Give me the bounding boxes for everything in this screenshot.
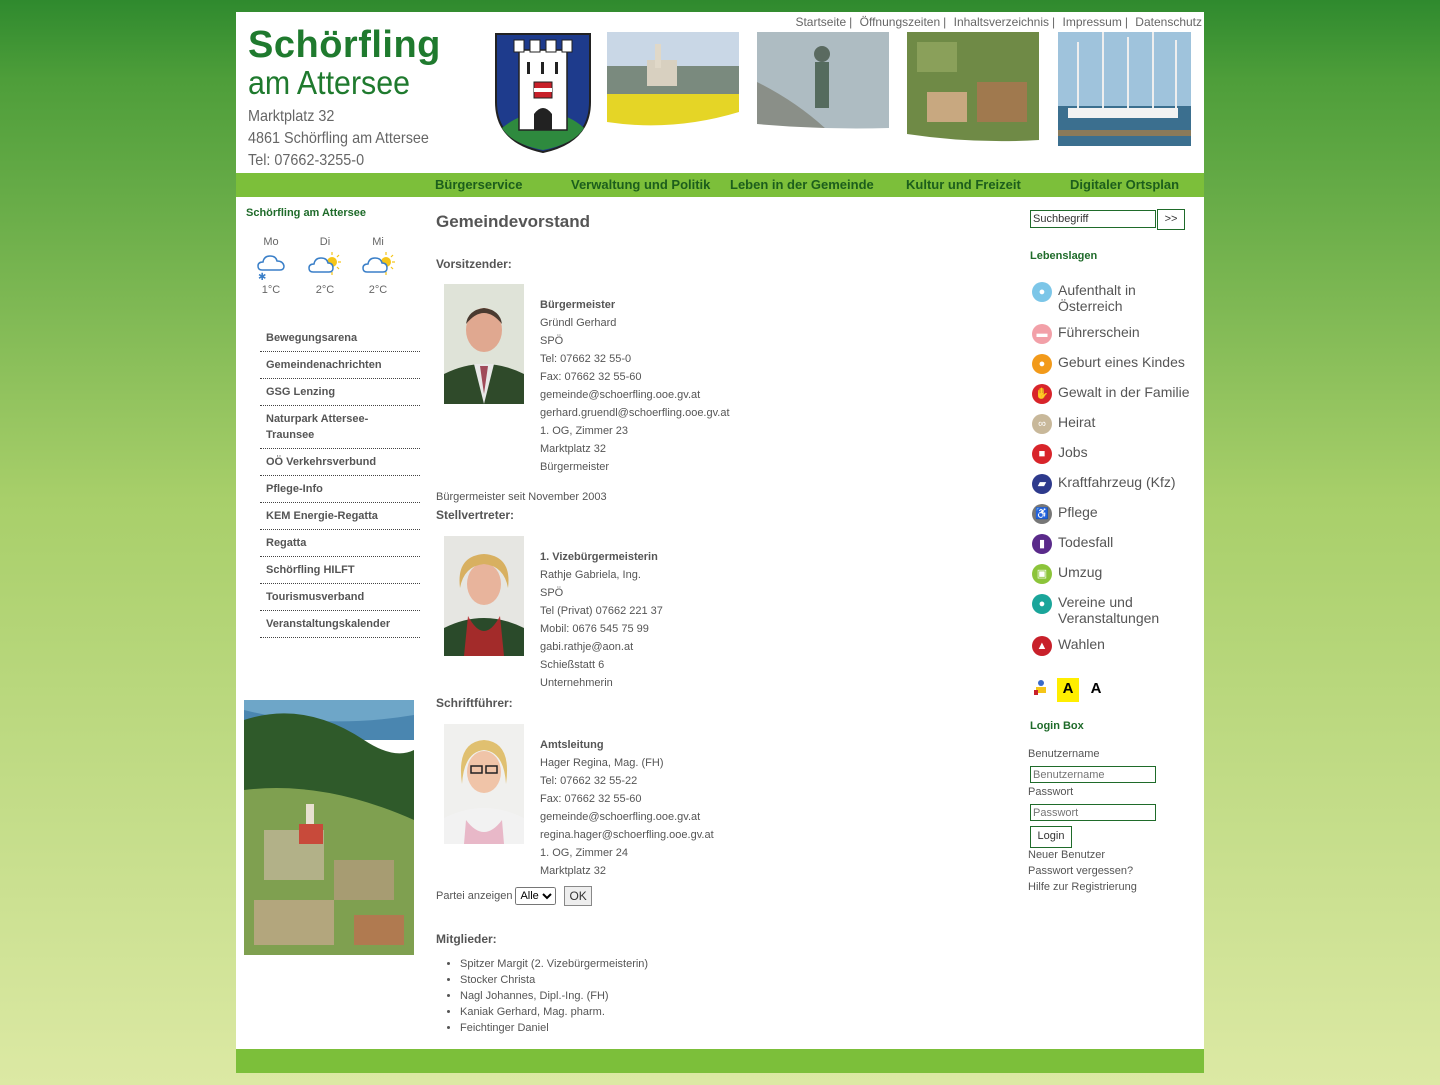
- box-icon: ▣: [1032, 564, 1052, 584]
- coat-of-arms-icon: [494, 32, 592, 154]
- section-heading-deputy: Stellvertreter:: [436, 508, 515, 522]
- font-size-normal-button[interactable]: A: [1057, 678, 1079, 702]
- secretary-role: Amtsleitung: [540, 739, 604, 751]
- left-menu-item[interactable]: Bewegungsarena: [260, 325, 420, 352]
- photo-chair: [444, 284, 524, 404]
- password-label: Passwort: [1028, 786, 1074, 798]
- left-menu-item[interactable]: Gemeindenachrichten: [260, 352, 420, 379]
- address-street: Marktplatz 32: [248, 108, 335, 125]
- party-filter-label: Partei anzeigen: [436, 890, 513, 902]
- svg-text:✱: ✱: [258, 272, 267, 280]
- weather-day: Mi: [372, 236, 384, 248]
- lebenslagen-title: Lebenslagen: [1030, 250, 1098, 262]
- list-item: • Feichtinger Daniel: [460, 1020, 648, 1036]
- secretary-room: 1. OG, Zimmer 24: [540, 847, 629, 859]
- deputy-party: SPÖ: [540, 587, 564, 599]
- chair-party: SPÖ: [540, 335, 564, 347]
- person-icon: ●: [1032, 282, 1052, 302]
- deputy-name: Rathje Gabriela, Ing.: [540, 569, 641, 581]
- party-select[interactable]: [515, 887, 556, 905]
- left-menu-item[interactable]: Veranstaltungskalender: [260, 611, 420, 638]
- rings-icon: ∞: [1032, 414, 1052, 434]
- license-icon: ▬: [1032, 324, 1052, 344]
- site-subtitle[interactable]: am Attersee: [248, 64, 411, 101]
- list-item: • Nagl Johannes, Dipl.-Ing. (FH): [460, 988, 648, 1004]
- chair-phone: Tel: 07662 32 55-0: [540, 353, 632, 365]
- address-phone: Tel: 07662-3255-0: [248, 152, 365, 169]
- secretary-email[interactable]: regina.hager@schoerfling.ooe.gv.at: [540, 829, 714, 841]
- photo-deputy: [444, 536, 524, 656]
- chair-profession: Bürgermeister: [540, 461, 610, 473]
- photo-secretary: [444, 724, 524, 844]
- deputy-profession: Unternehmerin: [540, 677, 613, 689]
- members-list: [436, 956, 648, 1036]
- care-icon: ♿: [1032, 504, 1052, 524]
- photo-statue-lake: [757, 32, 889, 130]
- registration-help-link[interactable]: Hilfe zur Registrierung: [1028, 881, 1137, 893]
- chair-email-office[interactable]: gemeinde@schoerfling.ooe.gv.at: [540, 389, 701, 401]
- weather-temp: 2°C: [368, 284, 388, 296]
- left-menu: [260, 325, 420, 638]
- login-button[interactable]: Login: [1030, 826, 1072, 848]
- section-heading-chair: Vorsitzender:: [436, 257, 512, 271]
- briefcase-icon: ■: [1032, 444, 1052, 464]
- deputy-address: Schießstatt 6: [540, 659, 605, 671]
- photo-marina: [1058, 32, 1191, 146]
- chair-role: Bürgermeister: [540, 299, 616, 311]
- login-box-title: Login Box: [1030, 720, 1084, 732]
- weather-day: Mo: [263, 236, 279, 248]
- weather-temp: 1°C: [261, 284, 281, 296]
- top-link-oeffnungszeiten[interactable]: Öffnungszeiten: [859, 15, 941, 29]
- list-item: • Spitzer Margit (2. Vizebürgermeisterin): [460, 956, 648, 972]
- nav-verwaltung-politik[interactable]: Verwaltung und Politik: [571, 177, 711, 192]
- left-menu-item[interactable]: GSG Lenzing: [260, 379, 420, 406]
- username-label: Benutzername: [1028, 748, 1100, 760]
- username-input[interactable]: [1030, 766, 1156, 783]
- main-content: [436, 212, 1016, 1034]
- weather-day: Di: [319, 236, 331, 248]
- top-link-impressum[interactable]: Impressum: [1062, 15, 1122, 29]
- chair-fax: Fax: 07662 32 55-60: [540, 371, 642, 383]
- baby-icon: ●: [1032, 354, 1052, 374]
- top-link-startseite[interactable]: Startseite: [795, 15, 847, 29]
- list-item: • Stocker Christa: [460, 972, 648, 988]
- chair-room: 1. OG, Zimmer 23: [540, 425, 629, 437]
- search-button[interactable]: >>: [1157, 209, 1185, 230]
- weather-temp: 2°C: [315, 284, 335, 296]
- deputy-details: [540, 548, 663, 692]
- top-link-inhaltsverzeichnis[interactable]: Inhaltsverzeichnis: [953, 15, 1050, 29]
- left-menu-item[interactable]: Pflege-Info: [260, 476, 420, 503]
- secretary-email-office[interactable]: gemeinde@schoerfling.ooe.gv.at: [540, 811, 701, 823]
- partly-sunny-icon: [308, 250, 344, 280]
- car-icon: ▰: [1032, 474, 1052, 494]
- deputy-email[interactable]: gabi.rathje@aon.at: [540, 641, 634, 653]
- chair-email[interactable]: gerhard.gruendl@schoerfling.ooe.gv.at: [540, 407, 730, 419]
- secretary-phone: Tel: 07662 32 55-22: [540, 775, 638, 787]
- deputy-phone: Tel (Privat) 07662 221 37: [540, 605, 663, 617]
- deputy-role: 1. Vizebürgermeisterin: [540, 551, 658, 563]
- section-heading-members: Mitglieder:: [436, 932, 497, 946]
- secretary-name: Hager Regina, Mag. (FH): [540, 757, 664, 769]
- chair-note: Bürgermeister seit November 2003: [436, 491, 607, 503]
- page: Schörfling am Attersee Marktplatz 32 4861 Schörfling am Attersee Tel: 07662-3255-0 Startseite | Öffnungszeiten | Inhaltsverzeichnis | Impressum | Datenschutz Bürgerservice Verwaltung und Politik Leben in der Gemeinde Kultur und Freizeit Digitaler Ortsplan Schörfling am Attersee Mo Di Mi ✱ 1°C 2°C 2°C Bewegungsarena Gemeindenachrichten GSG Lenzing Naturpark Attersee-Traunsee OÖ Verkehrsverbund Pflege-Info KEM Energie-Regatta Regatta Schörfling HILFT Tourismusverband Veranstaltungskalender Gemeindevorstand Vorsitzender: Bürgermeister Gründl Gerhard SPÖ Tel: 07662 32 55-0 Fax: 07662 32 55-60 gemeinde@schoerfling.ooe.gv.at gerhard.gruendl@schoerfling.ooe.gv.at 1. OG, Zimmer 23 Marktplatz 32 Bürgermeister Bürgermeister seit November 2003 Stellvertreter: 1. Vizebürgermeisterin Rathje Gabriela, Ing. SPÖ Tel (Privat) 07662 221 37 Mobil: 0676 545 75 99 gabi.rathje@aon.at Schießstatt 6 Unternehmerin Schriftführer: Amtsleitung Hager Regina, Mag. (FH) Tel: 07662 32 55-22 Fax: 07662 32 55-60 gemeinde@schoerfling.ooe.gv.at regina.hager@schoerfling.ooe.gv.at 1. OG, Zimmer 24 Marktplatz 32 Partei anzeigen Alle OK Mitglieder: • Spitzer Margit (2. Vizebürgermeisterin) • Stocker Christa • Nagl Johannes, Dipl.-Ing. (FH) • Kaniak Gerhard, Mag. pharm. • Feichtinger Daniel Suchbegriff >> Lebenslagen ● Aufenthalt in Österreich ▬ Führerschein ● Geburt eines Kindes ✋ Gewalt in der Familie ∞ Heirat ■ Jobs ▰ Kraftfahrzeug (Kfz) ♿ Pflege ▮ Todesfall ▣ Umzug ● Vereine und Veranstaltungen ▲ Wahlen A A Login Box Benutzername Benutzername Passwort Login Neuer Benutzer Passwort vergessen? Hilfe zur Registrierung: [236, 12, 1204, 1073]
- chair-name: Gründl Gerhard: [540, 317, 617, 329]
- nav-leben-gemeinde[interactable]: Leben in der Gemeinde: [730, 177, 874, 192]
- secretary-details: [540, 736, 714, 880]
- group-icon: ●: [1032, 594, 1052, 614]
- secretary-fax: Fax: 07662 32 55-60: [540, 793, 642, 805]
- chair-details: [540, 296, 730, 476]
- list-item: • Kaniak Gerhard, Mag. pharm.: [460, 1004, 648, 1020]
- party-ok-button[interactable]: OK: [564, 886, 591, 906]
- section-heading-secretary: Schriftführer:: [436, 696, 513, 710]
- address-city: 4861 Schörfling am Attersee: [248, 130, 429, 147]
- top-navigation: Startseite | Öffnungszeiten | Inhaltsverzeichnis | Impressum | Datenschutz: [795, 15, 1202, 29]
- site-title[interactable]: Schörfling: [248, 24, 441, 66]
- password-input[interactable]: [1030, 804, 1156, 821]
- aerial-town-photo[interactable]: [244, 700, 414, 955]
- nav-digitaler-ortsplan[interactable]: Digitaler Ortsplan: [1070, 177, 1180, 192]
- photo-village-field: [607, 32, 739, 138]
- party-filter: [436, 886, 592, 906]
- nav-buergerservice[interactable]: Bürgerservice: [435, 177, 523, 192]
- secretary-address: Marktplatz 32: [540, 865, 607, 877]
- left-menu-item[interactable]: Regatta: [260, 530, 420, 557]
- ballot-icon: ▲: [1032, 636, 1052, 656]
- new-user-link[interactable]: Neuer Benutzer: [1028, 849, 1106, 861]
- left-menu-item[interactable]: Naturpark Attersee-Traunsee: [260, 406, 420, 449]
- main-navigation: [236, 173, 1204, 197]
- left-menu-item[interactable]: Schörfling HILFT: [260, 557, 420, 584]
- cloud-snow-icon: [256, 250, 288, 280]
- nav-kultur-freizeit[interactable]: Kultur und Freizeit: [906, 177, 1021, 192]
- top-link-datenschutz[interactable]: Datenschutz: [1135, 15, 1202, 29]
- footer: [236, 1049, 1204, 1073]
- left-menu-item[interactable]: OÖ Verkehrsverbund: [260, 449, 420, 476]
- search-input[interactable]: [1030, 210, 1156, 228]
- header: [236, 12, 1204, 173]
- font-size-contrast-button[interactable]: A: [1090, 680, 1102, 697]
- chair-address: Marktplatz 32: [540, 443, 607, 455]
- hand-icon: ✋: [1032, 384, 1052, 404]
- left-menu-item[interactable]: Tourismusverband: [260, 584, 420, 611]
- page-title: Gemeindevorstand: [436, 212, 590, 231]
- partly-sunny-icon: [362, 250, 398, 280]
- photo-aerial-town: [907, 32, 1039, 144]
- candle-icon: ▮: [1032, 534, 1052, 554]
- deputy-mobile: Mobil: 0676 545 75 99: [540, 623, 649, 635]
- forgot-password-link[interactable]: Passwort vergessen?: [1028, 865, 1134, 877]
- accessibility-icon[interactable]: [1032, 678, 1050, 696]
- left-menu-item[interactable]: KEM Energie-Regatta: [260, 503, 420, 530]
- weather-title: Schörfling am Attersee: [246, 207, 367, 219]
